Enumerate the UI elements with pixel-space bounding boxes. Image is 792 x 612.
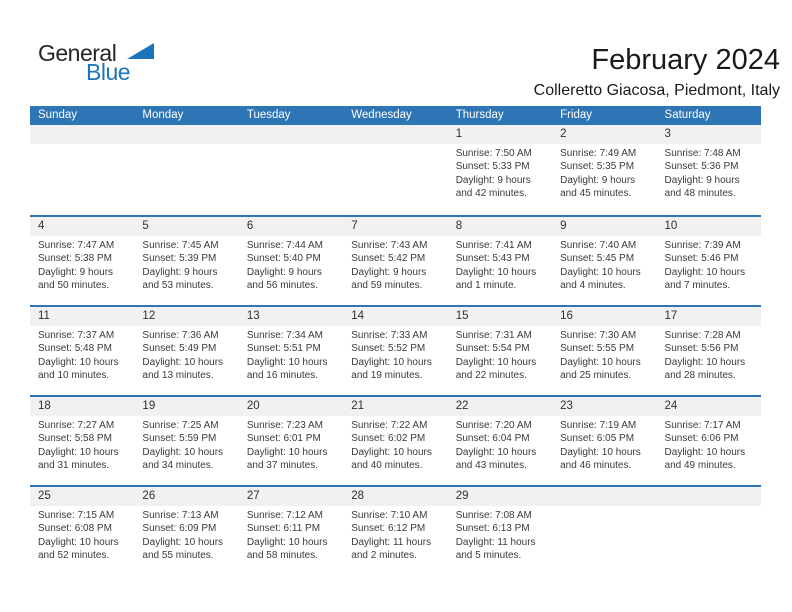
sunrise-line: Sunrise: 7:08 AM: [455, 510, 532, 521]
sunset-line: Sunset: 5:56 PM: [664, 343, 739, 355]
sunset-line: Sunset: 5:51 PM: [246, 343, 321, 355]
daylight-line-1: Daylight: 10 hours: [246, 356, 328, 368]
day-number: 11: [30, 307, 134, 326]
day-cell-23: [552, 397, 656, 485]
daylight-line-2: and 55 minutes.: [142, 550, 214, 562]
daylight-line-1: Daylight: 9 hours: [560, 174, 636, 186]
day-number: [30, 125, 134, 144]
sunrise-line: Sunrise: 7:17 AM: [664, 420, 741, 431]
day-number: 20: [239, 397, 343, 416]
daylight-line-2: and 10 minutes.: [38, 370, 110, 382]
sunrise-line: Sunrise: 7:48 AM: [664, 148, 741, 159]
empty-day-cell: [657, 487, 761, 575]
day-cell-28: [343, 487, 447, 575]
day-number: [552, 487, 656, 506]
day-number: 2: [552, 125, 656, 144]
daylight-line-1: Daylight: 9 hours: [142, 266, 218, 278]
sunset-line: Sunset: 6:13 PM: [455, 523, 530, 535]
sunrise-line: Sunrise: 7:47 AM: [38, 240, 115, 251]
sunset-line: Sunset: 5:38 PM: [38, 253, 112, 265]
page-subtitle: Colleretto Giacosa, Piedmont, Italy: [533, 82, 780, 99]
day-number: 12: [134, 307, 238, 326]
day-details: [343, 416, 447, 473]
day-number: 8: [448, 217, 552, 236]
daylight-line-1: Daylight: 10 hours: [664, 266, 746, 278]
day-details: [552, 144, 656, 201]
logo-triangle-icon: [127, 43, 154, 59]
sunrise-line: Sunrise: 7:30 AM: [560, 330, 637, 341]
empty-day-cell: [134, 125, 238, 215]
empty-day-cell: [343, 125, 447, 215]
daylight-line-2: and 4 minutes.: [560, 280, 626, 292]
day-details: [134, 236, 238, 293]
sunrise-line: Sunrise: 7:37 AM: [38, 330, 115, 341]
day-details: [343, 506, 447, 563]
day-number: 26: [134, 487, 238, 506]
sunrise-line: Sunrise: 7:33 AM: [351, 330, 428, 341]
day-number: 16: [552, 307, 656, 326]
day-number: [343, 125, 447, 144]
daylight-line-2: and 43 minutes.: [455, 460, 527, 472]
day-number: 9: [552, 217, 656, 236]
sunset-line: Sunset: 5:59 PM: [142, 433, 217, 445]
day-cell-5: [134, 217, 238, 305]
sunrise-line: Sunrise: 7:19 AM: [560, 420, 637, 431]
day-number: 13: [239, 307, 343, 326]
sunset-line: Sunset: 5:43 PM: [455, 253, 530, 265]
daylight-line-2: and 31 minutes.: [38, 460, 110, 472]
sunrise-line: Sunrise: 7:20 AM: [455, 420, 532, 431]
day-cell-3: [657, 125, 761, 215]
day-cell-18: [30, 397, 134, 485]
daylight-line-2: and 19 minutes.: [351, 370, 423, 382]
day-number: 19: [134, 397, 238, 416]
sunrise-line: Sunrise: 7:34 AM: [246, 330, 323, 341]
sunset-line: Sunset: 6:01 PM: [246, 433, 321, 445]
day-details: [552, 236, 656, 293]
day-number: 4: [30, 217, 134, 236]
logo-text-general: General: [38, 40, 117, 66]
day-details: [134, 506, 238, 563]
sunset-line: Sunset: 5:48 PM: [38, 343, 112, 355]
day-details: [30, 326, 134, 383]
sunrise-line: Sunrise: 7:25 AM: [142, 420, 219, 431]
day-cell-21: [343, 397, 447, 485]
weekday-header-wednesday: Wednesday: [351, 109, 412, 121]
week-row-2: [30, 215, 761, 305]
day-number: 7: [343, 217, 447, 236]
day-details: [343, 326, 447, 383]
sunrise-line: Sunrise: 7:40 AM: [560, 240, 637, 251]
daylight-line-2: and 59 minutes.: [351, 280, 423, 292]
day-details: [552, 416, 656, 473]
daylight-line-2: and 48 minutes.: [664, 188, 736, 200]
empty-day-cell: [552, 487, 656, 575]
day-cell-8: [448, 217, 552, 305]
day-number: 1: [448, 125, 552, 144]
day-cell-15: [448, 307, 552, 395]
daylight-line-1: Daylight: 9 hours: [664, 174, 740, 186]
sunset-line: Sunset: 5:36 PM: [664, 161, 739, 173]
day-cell-14: [343, 307, 447, 395]
logo-text-blue: Blue: [86, 59, 131, 85]
daylight-line-2: and 37 minutes.: [246, 460, 319, 472]
day-cell-9: [552, 217, 656, 305]
daylight-line-2: and 42 minutes.: [455, 188, 527, 200]
sunrise-line: Sunrise: 7:43 AM: [351, 240, 428, 251]
daylight-line-1: Daylight: 10 hours: [142, 446, 224, 458]
day-details: [30, 416, 134, 473]
daylight-line-1: Daylight: 9 hours: [38, 266, 114, 278]
daylight-line-2: and 7 minutes.: [664, 280, 731, 292]
daylight-line-2: and 16 minutes.: [246, 370, 319, 382]
day-details: [552, 326, 656, 383]
daylight-line-1: Daylight: 10 hours: [38, 536, 119, 548]
day-details: [30, 236, 134, 293]
daylight-line-1: Daylight: 10 hours: [142, 356, 224, 368]
day-details: [134, 326, 238, 383]
day-details: [448, 326, 552, 383]
day-number: 15: [448, 307, 552, 326]
daylight-line-2: and 45 minutes.: [560, 188, 632, 200]
day-details: [134, 416, 238, 473]
day-number: [657, 487, 761, 506]
day-cell-26: [134, 487, 238, 575]
sunset-line: Sunset: 5:58 PM: [38, 433, 112, 445]
daylight-line-2: and 56 minutes.: [246, 280, 319, 292]
day-number: [134, 125, 238, 144]
sunrise-line: Sunrise: 7:41 AM: [455, 240, 532, 251]
sunset-line: Sunset: 5:40 PM: [246, 253, 321, 265]
sunrise-line: Sunrise: 7:15 AM: [38, 510, 115, 521]
daylight-line-1: Daylight: 10 hours: [664, 356, 746, 368]
day-number: 5: [134, 217, 238, 236]
sunset-line: Sunset: 6:09 PM: [142, 523, 217, 535]
daylight-line-1: Daylight: 9 hours: [246, 266, 322, 278]
day-cell-20: [239, 397, 343, 485]
day-number: 14: [343, 307, 447, 326]
day-cell-7: [343, 217, 447, 305]
daylight-line-1: Daylight: 10 hours: [455, 356, 537, 368]
sunrise-line: Sunrise: 7:39 AM: [664, 240, 741, 251]
week-row-1: [30, 125, 761, 215]
daylight-line-1: Daylight: 10 hours: [560, 356, 641, 368]
daylight-line-2: and 50 minutes.: [38, 280, 110, 292]
day-cell-25: [30, 487, 134, 575]
weekday-header-saturday: Saturday: [664, 109, 711, 121]
daylight-line-1: Daylight: 10 hours: [455, 446, 537, 458]
sunrise-line: Sunrise: 7:10 AM: [351, 510, 428, 521]
sunset-line: Sunset: 6:06 PM: [664, 433, 739, 445]
daylight-line-2: and 5 minutes.: [455, 550, 522, 562]
sunset-line: Sunset: 5:49 PM: [142, 343, 217, 355]
daylight-line-1: Daylight: 10 hours: [351, 356, 432, 368]
daylight-line-2: and 58 minutes.: [246, 550, 319, 562]
sunset-line: Sunset: 5:55 PM: [560, 343, 635, 355]
daylight-line-1: Daylight: 9 hours: [351, 266, 427, 278]
daylight-line-2: and 52 minutes.: [38, 550, 110, 562]
daylight-line-2: and 25 minutes.: [560, 370, 632, 382]
day-details: [343, 236, 447, 293]
day-cell-24: [657, 397, 761, 485]
weekday-header-monday: Monday: [142, 109, 184, 121]
day-cell-22: [448, 397, 552, 485]
sunset-line: Sunset: 5:39 PM: [142, 253, 217, 265]
day-number: 22: [448, 397, 552, 416]
day-cell-29: [448, 487, 552, 575]
day-details: [657, 326, 761, 383]
sunrise-line: Sunrise: 7:50 AM: [455, 148, 532, 159]
sunset-line: Sunset: 6:05 PM: [560, 433, 635, 445]
sunrise-line: Sunrise: 7:45 AM: [142, 240, 219, 251]
sunset-line: Sunset: 5:33 PM: [455, 161, 530, 173]
daylight-line-2: and 2 minutes.: [351, 550, 417, 562]
daylight-line-2: and 49 minutes.: [664, 460, 736, 472]
daylight-line-1: Daylight: 10 hours: [38, 446, 119, 458]
monthly-calendar: [30, 106, 761, 575]
sunset-line: Sunset: 6:12 PM: [351, 523, 426, 535]
day-details: [448, 506, 552, 563]
daylight-line-1: Daylight: 10 hours: [142, 536, 224, 548]
sunrise-line: Sunrise: 7:49 AM: [560, 148, 637, 159]
day-cell-16: [552, 307, 656, 395]
weekday-header-friday: Friday: [560, 109, 593, 121]
sunrise-line: Sunrise: 7:31 AM: [455, 330, 532, 341]
day-details: [239, 506, 343, 563]
day-details: [239, 326, 343, 383]
day-number: [239, 125, 343, 144]
day-number: 24: [657, 397, 761, 416]
daylight-line-1: Daylight: 10 hours: [246, 536, 328, 548]
day-cell-19: [134, 397, 238, 485]
sunrise-line: Sunrise: 7:23 AM: [246, 420, 323, 431]
daylight-line-1: Daylight: 10 hours: [38, 356, 119, 368]
empty-day-cell: [30, 125, 134, 215]
sunrise-line: Sunrise: 7:44 AM: [246, 240, 323, 251]
day-cell-11: [30, 307, 134, 395]
sunset-line: Sunset: 5:46 PM: [664, 253, 739, 265]
day-number: 21: [343, 397, 447, 416]
daylight-line-1: Daylight: 9 hours: [455, 174, 531, 186]
day-cell-2: [552, 125, 656, 215]
daylight-line-2: and 53 minutes.: [142, 280, 214, 292]
day-number: 17: [657, 307, 761, 326]
weekday-header-sunday: Sunday: [38, 109, 78, 121]
day-details: [30, 506, 134, 563]
day-details: [448, 144, 552, 201]
day-number: 6: [239, 217, 343, 236]
day-details: [448, 416, 552, 473]
day-number: 25: [30, 487, 134, 506]
page-title: February 2024: [591, 44, 780, 76]
day-number: 27: [239, 487, 343, 506]
day-cell-4: [30, 217, 134, 305]
empty-day-cell: [239, 125, 343, 215]
day-cell-13: [239, 307, 343, 395]
sunset-line: Sunset: 5:42 PM: [351, 253, 426, 265]
day-details: [657, 416, 761, 473]
daylight-line-1: Daylight: 10 hours: [560, 266, 641, 278]
sunrise-line: Sunrise: 7:13 AM: [142, 510, 219, 521]
sunrise-line: Sunrise: 7:27 AM: [38, 420, 115, 431]
daylight-line-1: Daylight: 11 hours: [455, 536, 536, 548]
day-cell-6: [239, 217, 343, 305]
day-cell-10: [657, 217, 761, 305]
day-details: [657, 144, 761, 201]
sunset-line: Sunset: 6:11 PM: [246, 523, 321, 535]
sunset-line: Sunset: 5:54 PM: [455, 343, 530, 355]
weekday-header-thursday: Thursday: [455, 109, 504, 121]
daylight-line-1: Daylight: 10 hours: [351, 446, 432, 458]
day-number: 10: [657, 217, 761, 236]
day-details: [657, 236, 761, 293]
daylight-line-2: and 28 minutes.: [664, 370, 736, 382]
day-cell-27: [239, 487, 343, 575]
general-blue-logo: [30, 40, 160, 88]
daylight-line-2: and 34 minutes.: [142, 460, 214, 472]
day-number: 3: [657, 125, 761, 144]
day-cell-12: [134, 307, 238, 395]
weekday-header-tuesday: Tuesday: [246, 109, 291, 121]
day-details: [239, 416, 343, 473]
day-details: [239, 236, 343, 293]
daylight-line-2: and 1 minute.: [455, 280, 517, 292]
daylight-line-1: Daylight: 10 hours: [455, 266, 537, 278]
calendar-body: [30, 125, 761, 575]
daylight-line-1: Daylight: 11 hours: [351, 536, 432, 548]
week-row-4: [30, 395, 761, 485]
day-cell-1: [448, 125, 552, 215]
day-cell-17: [657, 307, 761, 395]
weekday-header-row: [30, 106, 761, 125]
day-number: 18: [30, 397, 134, 416]
sunset-line: Sunset: 6:08 PM: [38, 523, 112, 535]
day-number: 29: [448, 487, 552, 506]
sunrise-line: Sunrise: 7:36 AM: [142, 330, 219, 341]
daylight-line-1: Daylight: 10 hours: [560, 446, 641, 458]
daylight-line-2: and 13 minutes.: [142, 370, 214, 382]
week-row-3: [30, 305, 761, 395]
sunrise-line: Sunrise: 7:12 AM: [246, 510, 323, 521]
week-row-5: [30, 485, 761, 575]
daylight-line-1: Daylight: 10 hours: [664, 446, 746, 458]
daylight-line-2: and 46 minutes.: [560, 460, 632, 472]
sunset-line: Sunset: 6:04 PM: [455, 433, 530, 445]
day-number: 23: [552, 397, 656, 416]
daylight-line-2: and 22 minutes.: [455, 370, 527, 382]
daylight-line-2: and 40 minutes.: [351, 460, 423, 472]
sunset-line: Sunset: 5:35 PM: [560, 161, 635, 173]
sunset-line: Sunset: 5:52 PM: [351, 343, 426, 355]
day-details: [448, 236, 552, 293]
daylight-line-1: Daylight: 10 hours: [246, 446, 328, 458]
sunset-line: Sunset: 6:02 PM: [351, 433, 426, 445]
sunrise-line: Sunrise: 7:22 AM: [351, 420, 428, 431]
day-number: 28: [343, 487, 447, 506]
sunset-line: Sunset: 5:45 PM: [560, 253, 635, 265]
sunrise-line: Sunrise: 7:28 AM: [664, 330, 741, 341]
